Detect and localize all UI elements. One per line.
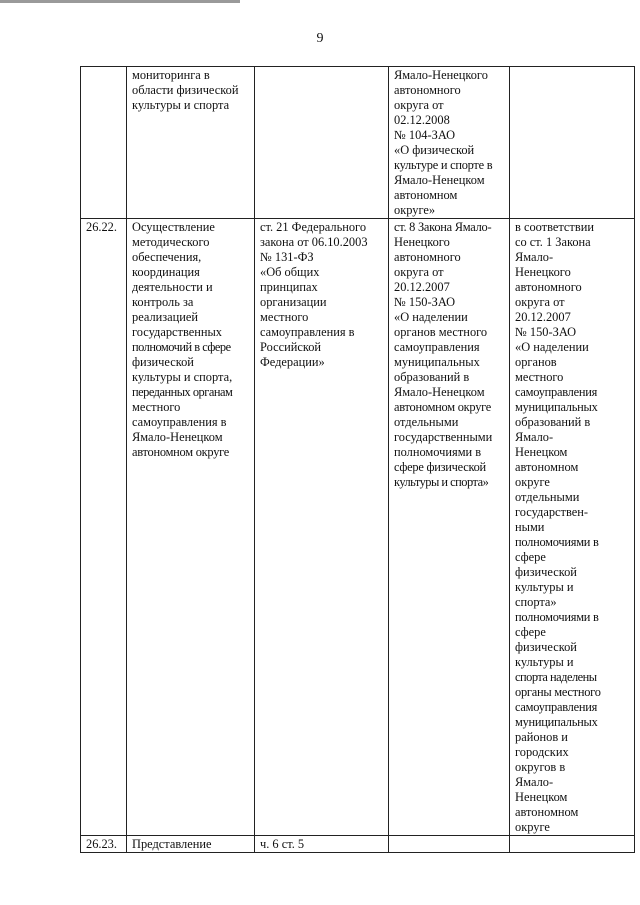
text-line: сфере <box>515 625 546 639</box>
note-cell <box>510 836 635 853</box>
text-line: методического <box>132 235 210 249</box>
table-row <box>81 67 635 219</box>
federal-law-cell <box>255 67 389 219</box>
text-line: Ненецком <box>515 445 568 459</box>
text-line: ч. 6 ст. 5 <box>260 837 305 851</box>
text-line: Представление <box>132 837 212 851</box>
text-line: Ненецком <box>515 790 568 804</box>
text-line: Ямало- <box>515 250 554 264</box>
text-line: Ямало- <box>515 775 554 789</box>
regional-law-cell <box>389 219 510 836</box>
text-line: «О наделении <box>394 310 468 324</box>
text-line: координация <box>132 265 200 279</box>
text-line: со ст. 1 Закона <box>515 235 591 249</box>
text-line: переданных органам <box>132 385 233 399</box>
text-line: культуры и спорта» <box>394 475 489 489</box>
text-line: «О физической <box>394 143 475 157</box>
text-line: Российской <box>260 340 322 354</box>
text-line: органов <box>515 355 557 369</box>
row-number: 26.22. <box>86 220 117 234</box>
text-line: ст. 21 Федерального <box>260 220 367 234</box>
text-line: автономном <box>515 460 579 474</box>
text-line: автономном округе <box>132 445 230 459</box>
text-line: № 131-ФЗ <box>260 250 314 264</box>
page-number: 9 <box>316 31 324 46</box>
text-line: ст. 8 Закона Ямало- <box>394 220 492 234</box>
text-line: самоуправления <box>515 700 598 714</box>
text-line: полномочиями в <box>515 535 599 549</box>
text-line: сфере <box>515 550 546 564</box>
text-line: автономном округе <box>394 400 492 414</box>
text-line: контроль за <box>132 295 194 309</box>
text-line: образований в <box>515 415 591 429</box>
text-line: государствен- <box>515 505 588 519</box>
text-line: самоуправления в <box>260 325 355 339</box>
regional-law-cell <box>389 67 510 219</box>
text-line: мониторинга в <box>132 68 210 82</box>
table-row <box>81 836 635 853</box>
text-line: в соответствии <box>515 220 594 234</box>
text-line: принципах <box>260 280 318 294</box>
text-line: округа от <box>394 265 444 279</box>
text-line: Ненецкого <box>394 235 450 249</box>
text-line: самоуправления <box>515 385 598 399</box>
text-line: 20.12.2007 <box>515 310 571 324</box>
row-number-cell <box>81 219 127 836</box>
text-line: физической <box>515 565 577 579</box>
text-line: Ямало-Ненецкого <box>394 68 488 82</box>
activity-cell <box>127 219 255 836</box>
text-line: Осуществление <box>132 220 215 234</box>
text-line: автономного <box>394 83 461 97</box>
text-line: самоуправления <box>394 340 480 354</box>
text-line: городских <box>515 745 569 759</box>
text-line: государственными <box>394 430 493 444</box>
text-line: местного <box>515 370 564 384</box>
text-line: «Об общих <box>260 265 320 279</box>
text-line: организации <box>260 295 327 309</box>
text-line: № 104-ЗАО <box>394 128 456 142</box>
text-line: культуры и <box>515 580 574 594</box>
text-line: области физической <box>132 83 239 97</box>
row-number-cell <box>81 67 127 219</box>
text-line: № 150-ЗАО <box>515 325 577 339</box>
text-line: спорта наделены <box>515 670 597 684</box>
text-line: физической <box>132 355 194 369</box>
text-line: округов в <box>515 760 566 774</box>
text-line: государственных <box>132 325 223 339</box>
text-line: спорта» <box>515 595 557 609</box>
text-line: округе <box>515 820 550 834</box>
table-row <box>81 219 635 836</box>
text-line: закона от 06.10.2003 <box>260 235 368 249</box>
text-line: Ямало-Ненецком <box>394 173 485 187</box>
text-line: местного <box>132 400 181 414</box>
text-line: Ненецкого <box>515 265 571 279</box>
text-line: полномочий в сфере <box>132 340 231 354</box>
text-line: автономного <box>394 250 461 264</box>
note-cell <box>510 67 635 219</box>
text-line: культуре и спорте в <box>394 158 493 172</box>
text-line: физической <box>515 640 577 654</box>
text-line: «О наделении <box>515 340 589 354</box>
text-line: культуры и спорта <box>132 98 230 112</box>
text-line: Ямало-Ненецком <box>394 385 485 399</box>
top-rule <box>0 0 240 3</box>
activity-cell <box>127 67 255 219</box>
text-line: автономном <box>515 805 579 819</box>
text-line: муниципальных <box>515 400 598 414</box>
regulation-table <box>80 66 635 853</box>
text-line: самоуправления в <box>132 415 227 429</box>
text-line: округа от <box>394 98 444 112</box>
text-line: муниципальных <box>394 355 480 369</box>
text-line: Федерации» <box>260 355 325 369</box>
text-line: обеспечения, <box>132 250 202 264</box>
text-line: образований в <box>394 370 470 384</box>
text-line: культуры и спорта, <box>132 370 233 384</box>
text-line: культуры и <box>515 655 574 669</box>
row-number: 26.23. <box>86 837 117 851</box>
text-line: сфере физической <box>394 460 486 474</box>
federal-law-cell <box>255 836 389 853</box>
text-line: органов местного <box>394 325 488 339</box>
text-line: отдельными <box>394 415 459 429</box>
text-line: автономного <box>515 280 582 294</box>
text-line: муниципальных <box>515 715 598 729</box>
federal-law-cell <box>255 219 389 836</box>
regional-law-cell <box>389 836 510 853</box>
text-line: местного <box>260 310 309 324</box>
text-line: округе» <box>394 203 436 217</box>
text-line: 20.12.2007 <box>394 280 450 294</box>
text-line: деятельности и <box>132 280 213 294</box>
text-line: округе <box>515 475 550 489</box>
text-line: автономном <box>394 188 458 202</box>
text-line: Ямало- <box>515 430 554 444</box>
note-cell <box>510 219 635 836</box>
activity-cell <box>127 836 255 853</box>
text-line: районов и <box>515 730 568 744</box>
text-line: округа от <box>515 295 565 309</box>
text-line: ными <box>515 520 545 534</box>
text-line: № 150-ЗАО <box>394 295 456 309</box>
text-line: реализацией <box>132 310 199 324</box>
text-line: Ямало-Ненецком <box>132 430 223 444</box>
text-line: органы местного <box>515 685 601 699</box>
text-line: 02.12.2008 <box>394 113 450 127</box>
row-number-cell <box>81 836 127 853</box>
text-line: полномочиями в <box>394 445 482 459</box>
text-line: полномочиями в <box>515 610 599 624</box>
text-line: отдельными <box>515 490 580 504</box>
